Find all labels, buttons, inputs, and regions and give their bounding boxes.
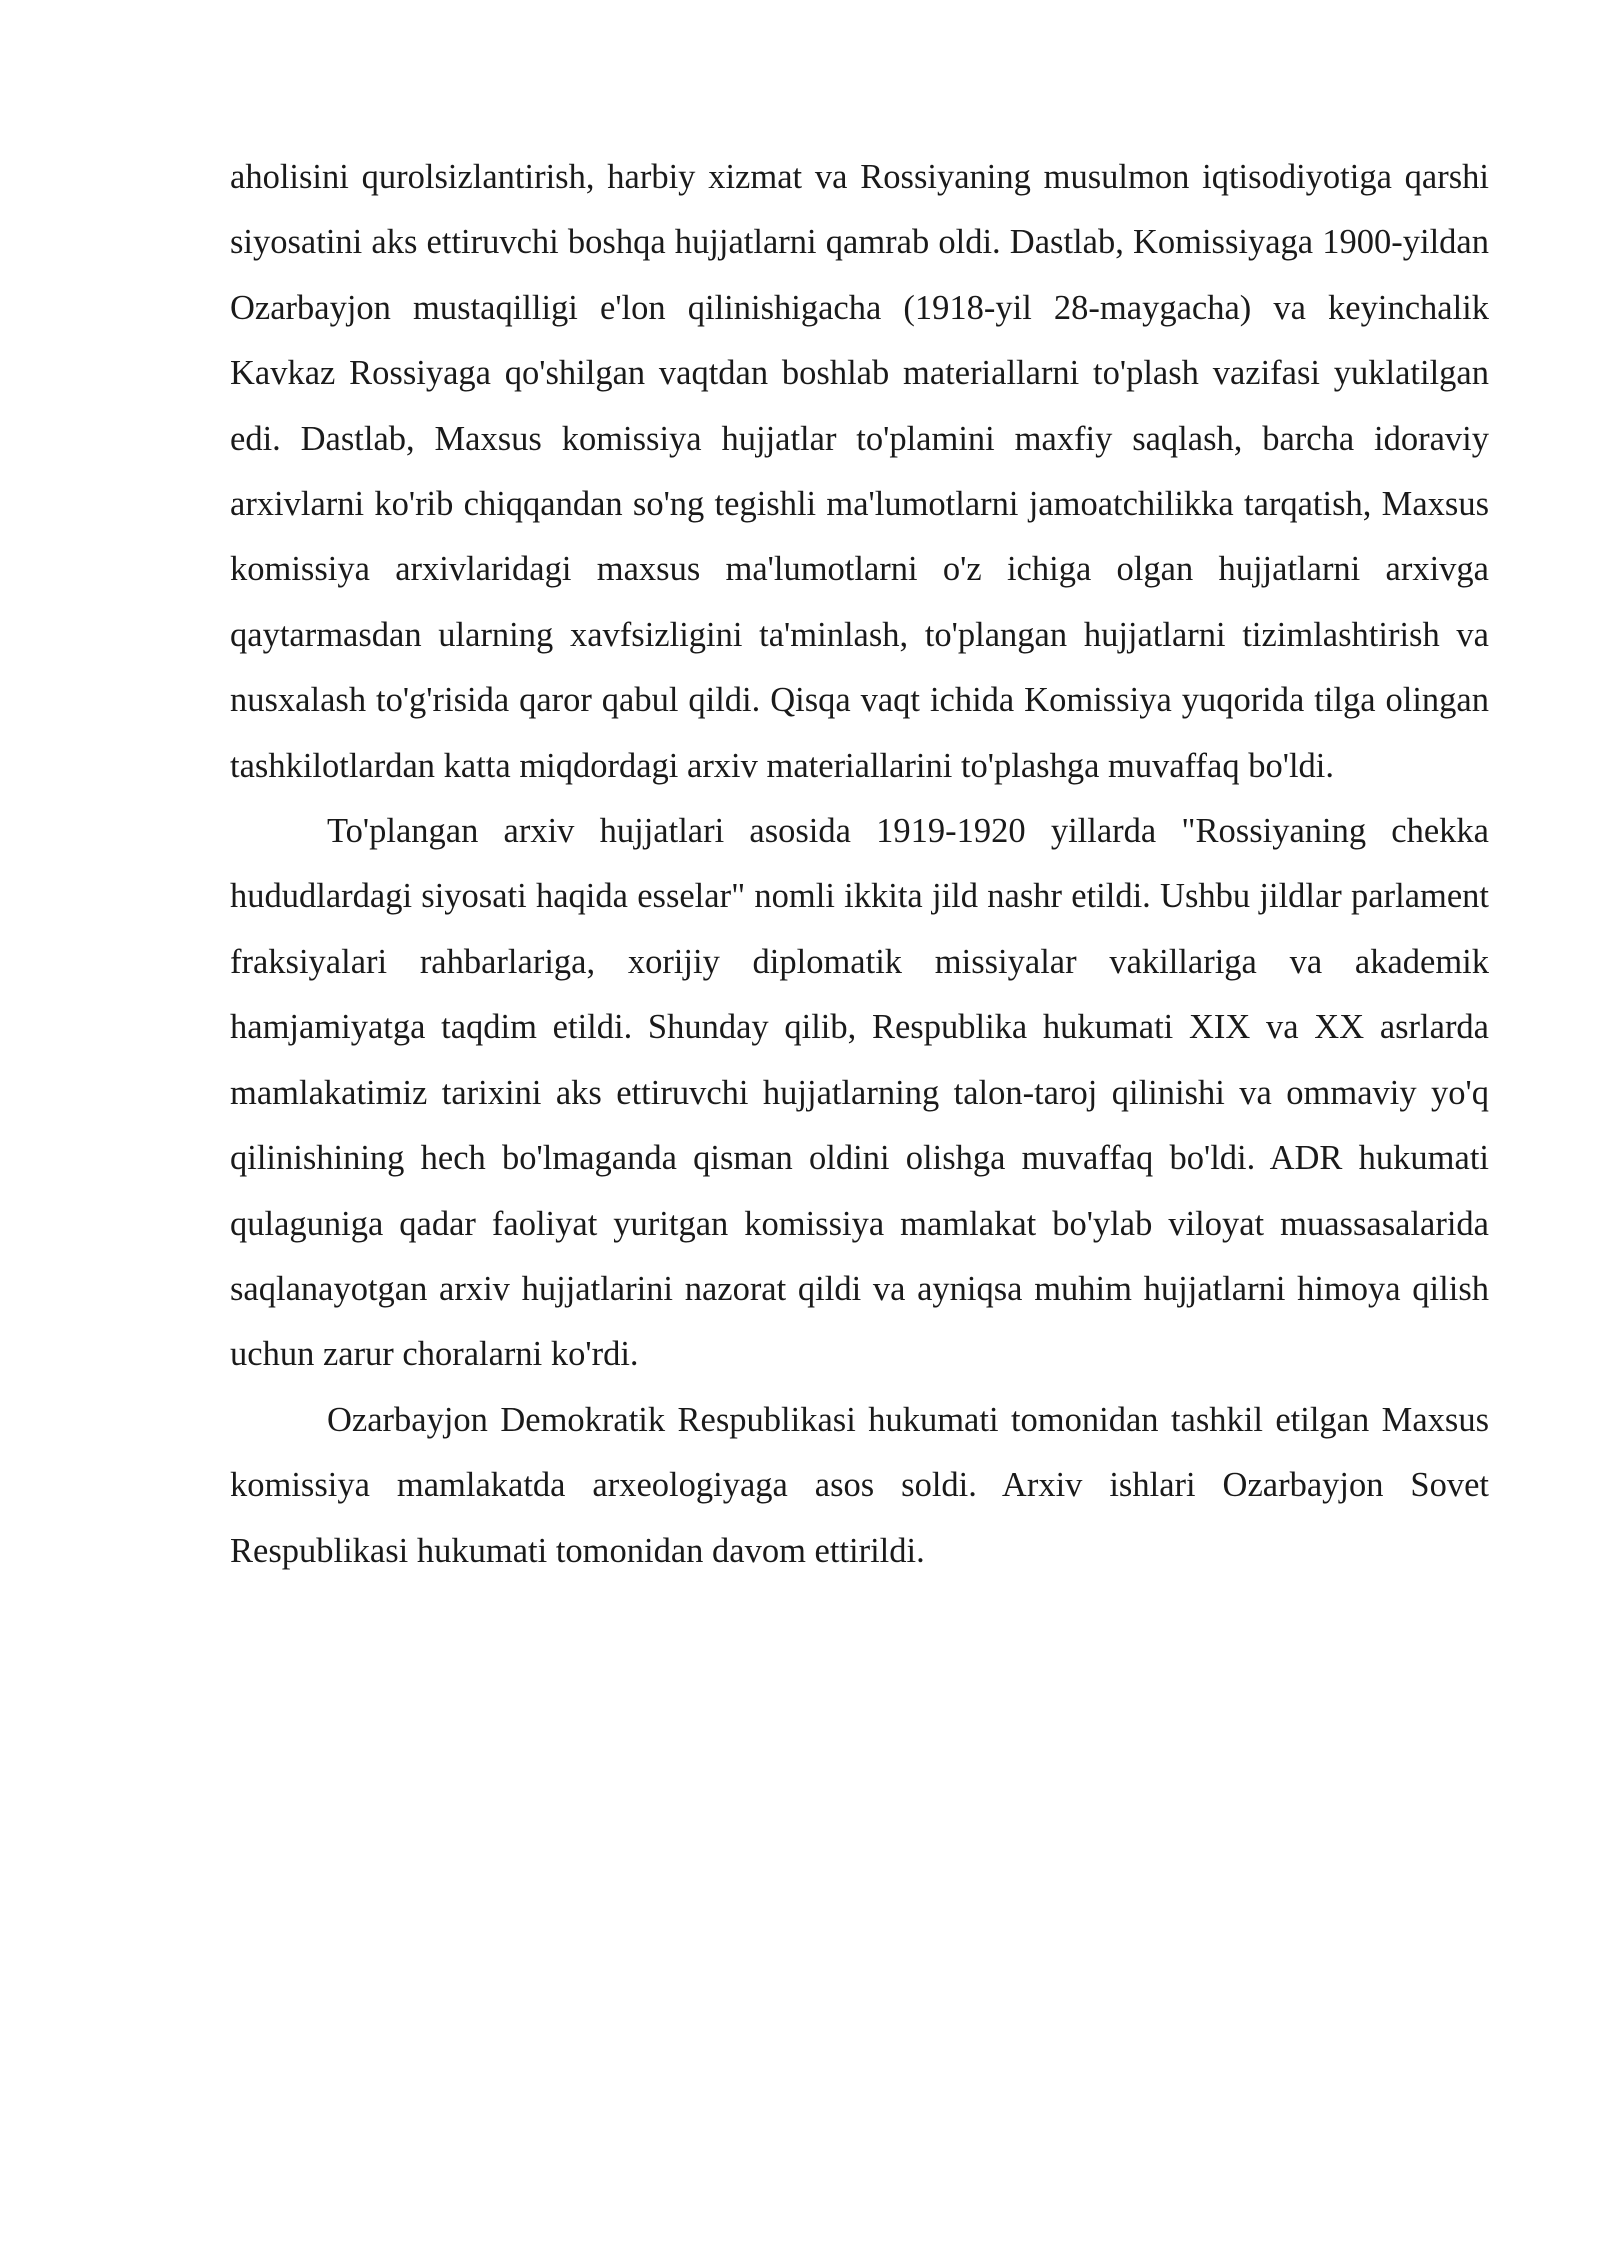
paragraph-archive-publication: To'plangan arxiv hujjatlari asosida 1919-1920 yillarda "Rossiyaning chekka hududlardagi siyosati haqida esselar" nomli ikkita jild nashr etildi. Ushbu jildlar parlament fraksiyalari rahbarlariga, xorijiy diplomatik missiyalar vakillariga va akademik hamjamiyatga taqdim etildi. Shunday qilib, Respublika hukumati XIX va XX asrlarda mamlakatimiz tarixini aks ettiruvchi hujjatlarning talon-taroj qilinishi va ommaviy yo'q qilinishining hech bo'lmaganda qisman oldini olishga muvaffaq bo'ldi. ADR hukumati qulaguniga qadar faoliyat yuritgan komissiya mamlakat bo'ylab viloyat muassasalarida saqlanayotgan arxiv hujjatlarini nazorat qildi va ayniqsa muhim hujjatlarni himoya qilish uchun zarur choralarni ko'rdi. bbox=[230, 812, 1489, 1374]
paragraph-continuation: aholisini qurolsizlantirish, harbiy xizmat va Rossiyaning musulmon iqtisodiyotiga qarshi siyosatini aks ettiruvchi boshqa hujjatlarni qamrab oldi. Dastlab, Komissiyaga 1900-yildan Ozarbayjon mustaqilligi e'lon qilinishigacha (1918-yil 28-maygacha) va keyinchalik Kavkaz Rossiyaga qo'shilgan vaqtdan boshlab materiallarni to'plash vazifasi yuklatilgan edi. Dastlab, Maxsus komissiya hujjatlar to'plamini maxfiy saqlash, barcha idoraviy arxivlarni ko'rib chiqqandan so'ng tegishli ma'lumotlarni jamoatchilikka tarqatish, Maxsus komissiya arxivlaridagi maxsus ma'lumotlarni o'z ichiga olgan hujjatlarni arxivga qaytarmasdan ularning xavfsizligini ta'minlash, to'plangan hujjatlarni tizimlashtirish va nusxalash to'g'risida qaror qabul qildi. Qisqa vaqt ichida Komissiya yuqorida tilga olingan tashkilotlardan katta miqdordagi arxiv materiallarini to'plashga muvaffaq bo'ldi. bbox=[230, 158, 1489, 785]
paragraph-special-commission: Ozarbayjon Demokratik Respublikasi hukumati tomonidan tashkil etilgan Maxsus komissiya mamlakatda arxeologiyaga asos soldi. Arxiv ishlari Ozarbayjon Sovet Respublikasi hukumati tomonidan davom ettirildi. bbox=[230, 1400, 1489, 1570]
document-body bbox=[230, 145, 1489, 1584]
